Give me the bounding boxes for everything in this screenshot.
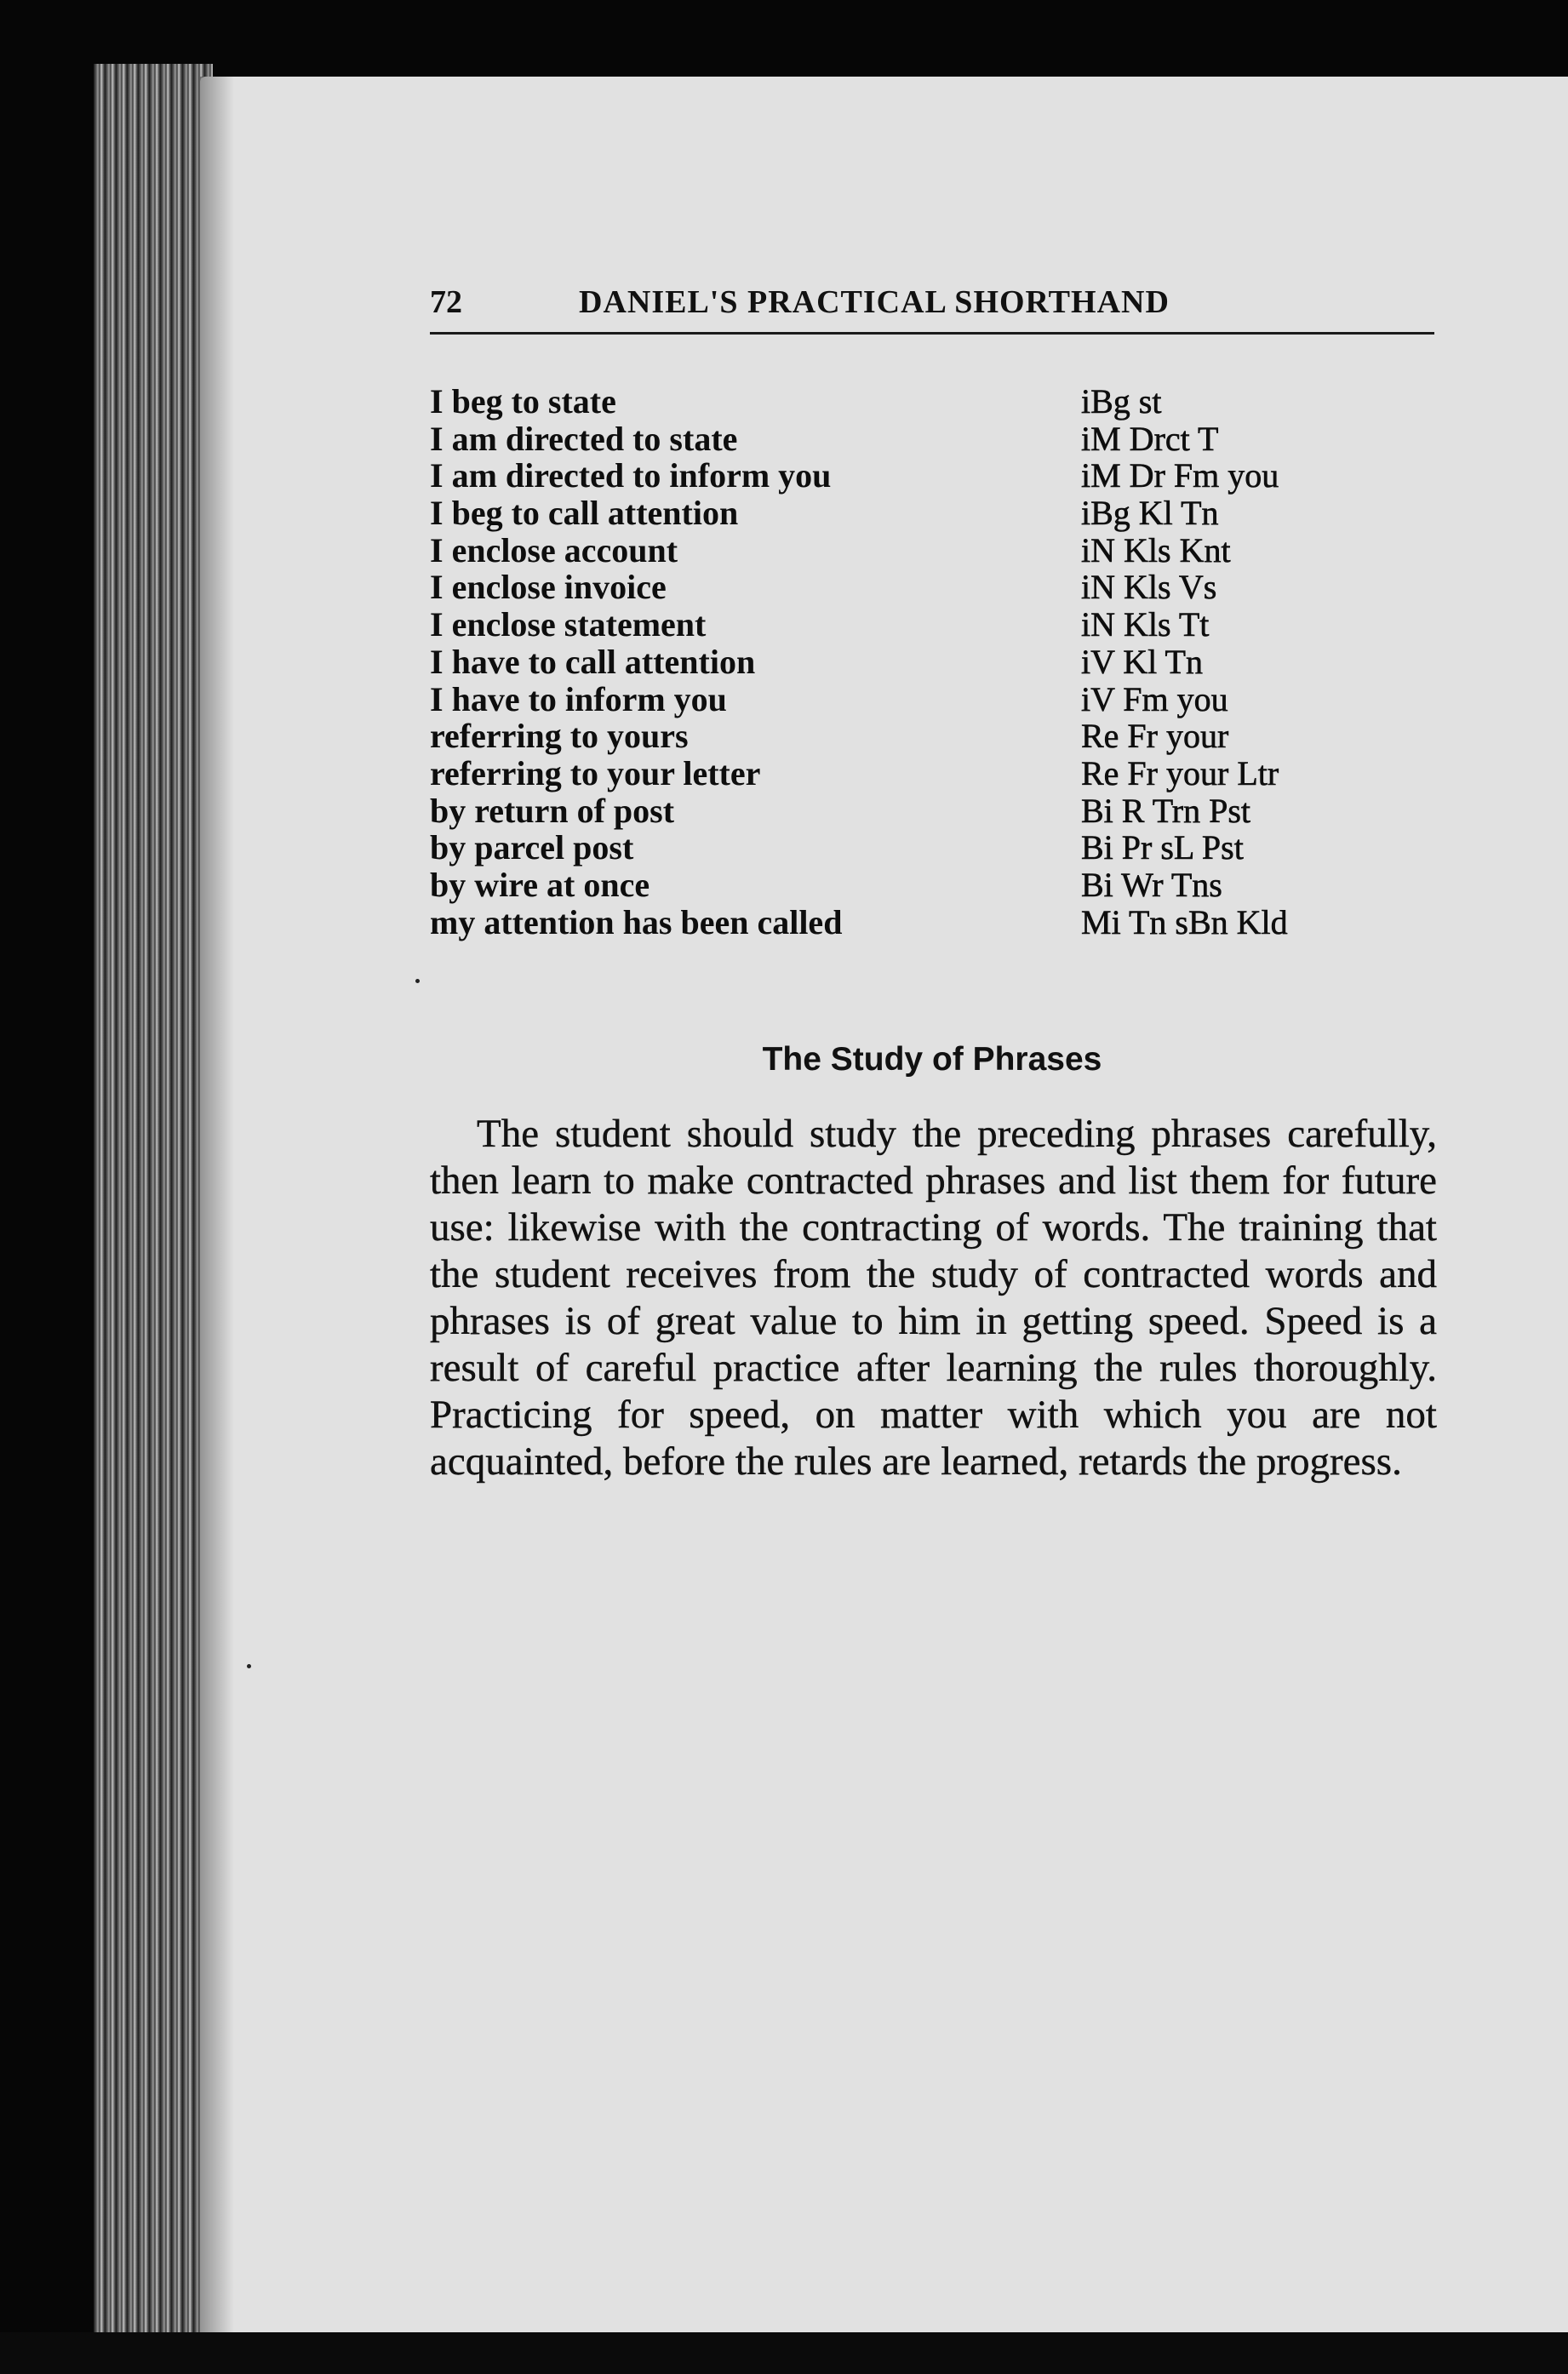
phrase-text: I am directed to inform you [430,456,832,495]
phrase-abbreviation: iN Kls Knt [1081,530,1231,569]
phrase-abbreviation: iM Drct T [1081,419,1219,458]
phrase-text: I beg to state [430,382,616,420]
section-heading: The Study of Phrases [762,1041,1102,1078]
dust-speck [247,1664,251,1668]
phrase-row [430,792,1434,830]
phrase-row [430,383,1434,420]
phrase-row [430,495,1434,532]
phrase-abbreviation: iV Fm you [1081,679,1228,718]
scan-bottom-edge [0,2332,1568,2374]
phrase-row [430,829,1434,867]
phrase-row [430,718,1434,755]
phrase-row [430,569,1434,606]
phrase-text: I beg to call attention [430,494,739,533]
page-number: 72 [430,284,462,320]
phrase-text: referring to your letter [430,753,761,792]
phrase-text: I am directed to state [430,419,738,458]
phrase-abbreviation: iBg Kl Tn [1081,494,1219,533]
phrase-list [430,383,1434,941]
phrase-text: I enclose invoice [430,568,667,607]
phrase-abbreviation: iM Dr Fm you [1081,456,1279,495]
phrase-abbreviation: Re Fr your [1081,717,1229,756]
phrase-abbreviation: iN Kls Tt [1081,605,1210,644]
phrase-row [430,755,1434,792]
phrase-text: my attention has been called [430,902,843,941]
phrase-text: I have to call attention [430,642,756,681]
phrase-text: referring to yours [430,717,689,756]
phrase-abbreviation: iV Kl Tn [1081,642,1203,681]
book-page-edges [94,64,213,2337]
phrase-text: by parcel post [430,828,634,867]
phrase-abbreviation: Bi R Trn Pst [1081,791,1251,830]
phrase-text: I enclose statement [430,605,707,644]
phrase-row [430,904,1434,941]
phrase-text: I have to inform you [430,679,727,718]
phrase-abbreviation: Re Fr your Ltr [1081,753,1279,792]
phrase-abbreviation: Bi Wr Tns [1081,865,1222,904]
phrase-abbreviation: iN Kls Vs [1081,568,1217,607]
body-paragraph: The student should study the preceding phrases carefully, then learn to make contracted phrases and list them for future use: likewise with the contracting of words. The training that the student receives from the study of contracted words and phrases is of great value to him in getting speed. Speed is a result of careful practice after learning the rules thoroughly. Practicing for speed, on matter with which you are not acquainted, before the rules are learned, retards the progress. [430,1112,1437,1484]
phrase-row [430,644,1434,681]
dust-speck [415,979,420,983]
phrase-row [430,457,1434,495]
phrase-row [430,532,1434,569]
page-header [430,281,1434,335]
phrase-row [430,606,1434,644]
phrase-abbreviation: Bi Pr sL Pst [1081,828,1244,867]
phrase-text: by wire at once [430,865,650,904]
gutter-shadow [200,77,234,2337]
phrase-text: by return of post [430,791,675,830]
phrase-abbreviation: iBg st [1081,382,1162,420]
phrase-text: I enclose account [430,530,678,569]
phrase-abbreviation: Mi Tn sBn Kld [1081,902,1288,941]
running-title: DANIEL'S PRACTICAL SHORTHAND [579,284,1170,320]
phrase-row [430,420,1434,458]
phrase-row [430,867,1434,904]
phrase-row [430,681,1434,718]
